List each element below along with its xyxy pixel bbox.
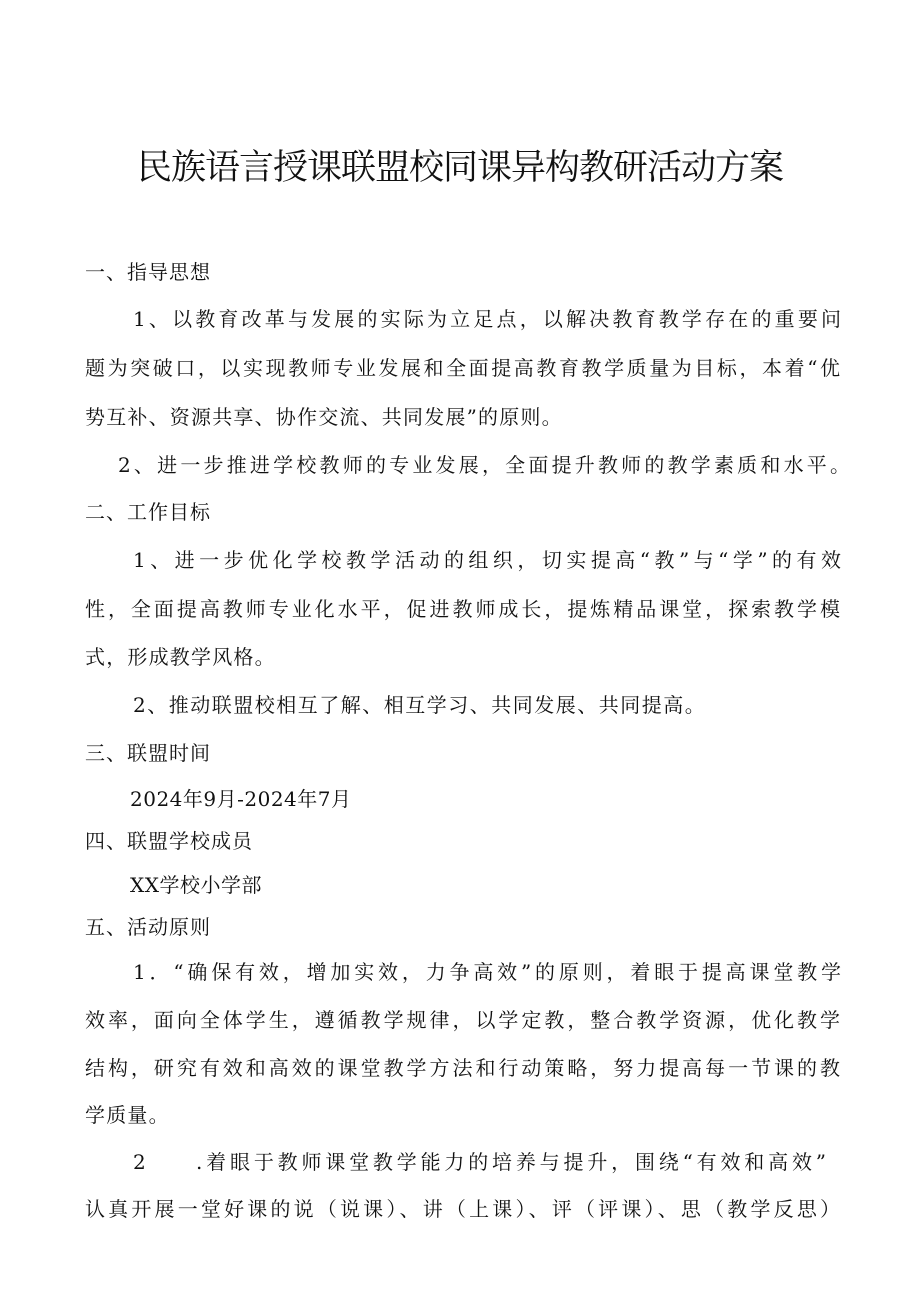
paragraph-line: 2、推动联盟校相互了解、相互学习、共同发展、共同提高。 (133, 693, 707, 717)
section-heading: 二、工作目标 (85, 500, 211, 524)
paragraph-line: 学质量。 (85, 1103, 170, 1127)
document-title: 民族语言授课联盟校同课异构教研活动方案 (136, 148, 783, 188)
school-member: XX学校小学部 (130, 873, 262, 897)
paragraph-line: 性，全面提高教师专业化水平，促进教师成长，提炼精品课堂，探索教学模 (85, 597, 840, 621)
paragraph-line: 1．“确保有效，增加实效，力争高效”的原则，着眼于提高课堂教学 (133, 960, 841, 984)
section-heading: 五、活动原则 (85, 915, 211, 939)
paragraph-line: 效率，面向全体学生，遵循教学规律，以学定教，整合教学资源，优化教学 (85, 1008, 840, 1032)
date-range: 2024年9月-2024年7月 (130, 787, 352, 811)
paragraph-line: 1、以教育改革与发展的实际为立足点，以解决教育教学存在的重要问 (133, 307, 841, 331)
paragraph-line: 势互补、资源共享、协作交流、共同发展”的原则。 (85, 405, 563, 429)
paragraph-line: 2、进一步推进学校教师的专业发展，全面提升教师的教学素质和水平。 (118, 453, 850, 477)
paragraph-line: 式，形成教学风格。 (85, 645, 276, 669)
section-heading: 四、联盟学校成员 (85, 829, 253, 853)
list-number: 2 (133, 1150, 146, 1174)
paragraph-line: 结构，研究有效和高效的课堂教学方法和行动策略，努力提高每一节课的教 (85, 1056, 840, 1080)
paragraph-line: .着眼于教师课堂教学能力的培养与提升，围绕“有效和高效” (196, 1150, 826, 1174)
paragraph-line: 认真开展一堂好课的说（说课）、讲（上课）、评（评课）、思（教学反思） (85, 1197, 840, 1221)
section-heading: 三、联盟时间 (85, 741, 211, 765)
paragraph-line: 题为突破口，以实现教师专业发展和全面提高教育教学质量为目标，本着“优 (85, 356, 840, 380)
paragraph-line: 1、进一步优化学校教学活动的组织，切实提高“教”与“学”的有效 (133, 548, 841, 572)
section-heading: 一、指导思想 (85, 260, 211, 284)
